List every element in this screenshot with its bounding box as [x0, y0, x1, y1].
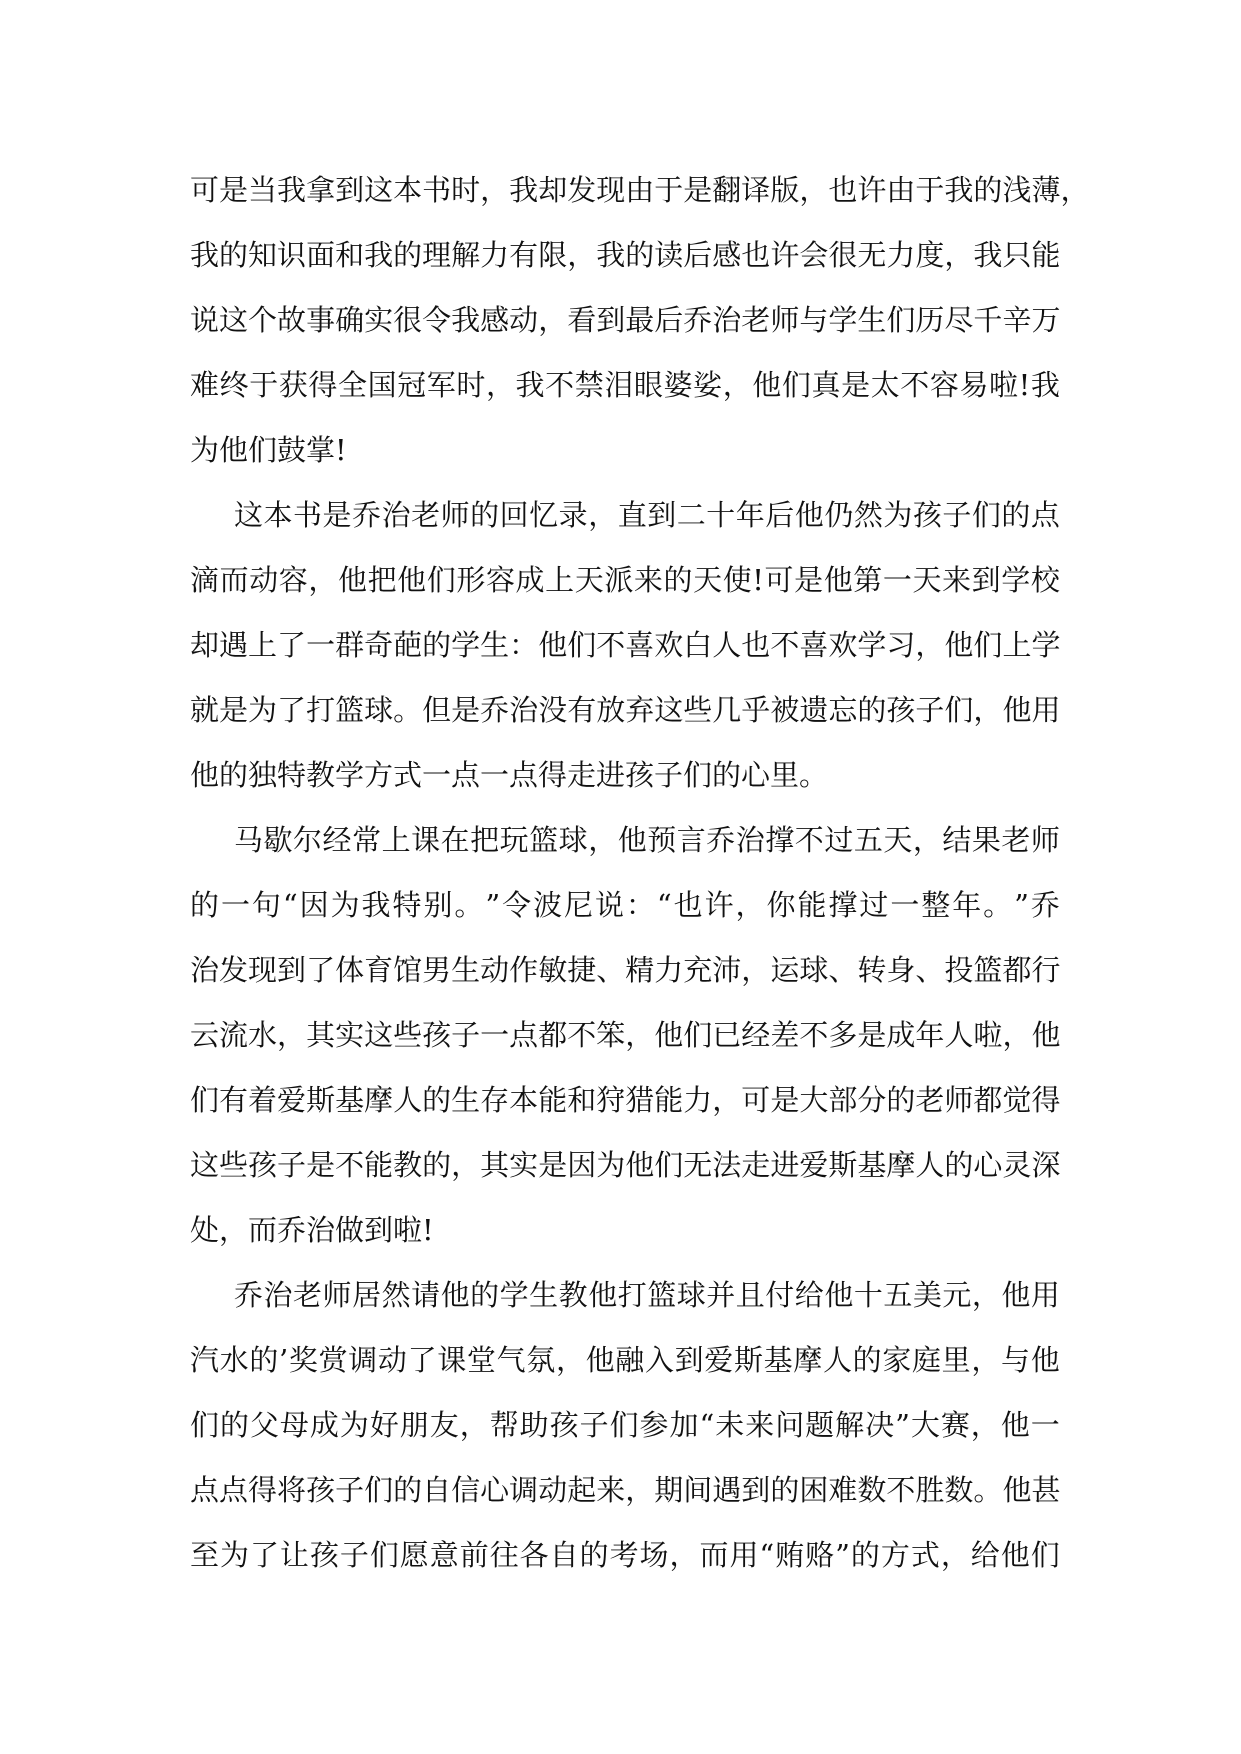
- text-line: 的 一 句 “ 因 为 我 特 别 。 ” 令 波 尼 说 ： “ 也 许 ， 你 能 撑 过 一 整 年 。 ” 乔: [190, 888, 1060, 922]
- text-line: 难 终 于 获 得 全 国 冠 军 时 ， 我 不 禁 泪 眼 婆 娑 ， 他 们 真 是 太 不 容 易 啦 ! 我: [190, 368, 1060, 402]
- text-line: 点 点 得 将 孩 子 们 的 自 信 心 调 动 起 来 ， 期 间 遇 到 的 困 难 数 不 胜 数 。 他 甚: [190, 1473, 1061, 1507]
- text-line: 治 发 现 到 了 体 育 馆 男 生 动 作 敏 捷 、 精 力 充 沛 ， 运 球 、 转 身 、 投 篮 都 行: [190, 953, 1061, 987]
- text-line: 为他们鼓掌!: [190, 433, 347, 467]
- text-line: 汽 水 的 ’ 奖 赏 调 动 了 课 堂 气 氛 ， 他 融 入 到 爱 斯 基 摩 人 的 家 庭 里 ， 与 他: [190, 1343, 1060, 1377]
- text-line: 我 的 知 识 面 和 我 的 理 解 力 有 限 ， 我 的 读 后 感 也 许 会 很 无 力 度 ， 我 只 能: [190, 238, 1061, 272]
- text-line: 这 本 书 是 乔 治 老 师 的 回 忆 录 ， 直 到 二 十 年 后 他 仍 然 为 孩 子 们 的 点: [234, 498, 1060, 532]
- text-line: 们 有 着 爱 斯 基 摩 人 的 生 存 本 能 和 狩 猎 能 力 ， 可 是 大 部 分 的 老 师 都 觉 得: [190, 1083, 1061, 1117]
- text-line: 他的独特教学方式一点一点得走进孩子们的心里。: [190, 758, 829, 792]
- text-line: 这 些 孩 子 是 不 能 教 的 ， 其 实 是 因 为 他 们 无 法 走 进 爱 斯 基 摩 人 的 心 灵 深: [190, 1148, 1061, 1182]
- text-line: 乔 治 老 师 居 然 请 他 的 学 生 教 他 打 篮 球 并 且 付 给 他 十 五 美 元 ， 他 用: [234, 1278, 1060, 1312]
- text-line: 云 流 水 ， 其 实 这 些 孩 子 一 点 都 不 笨 ， 他 们 已 经 差 不 多 是 成 年 人 啦 ， 他: [190, 1018, 1061, 1052]
- text-line: 滴 而 动 容 ， 他 把 他 们 形 容 成 上 天 派 来 的 天 使 ! 可 是 他 第 一 天 来 到 学 校: [190, 563, 1060, 597]
- text-line: 就 是 为 了 打 篮 球 。 但 是 乔 治 没 有 放 弃 这 些 几 乎 被 遗 忘 的 孩 子 们 ， 他 用: [190, 693, 1061, 727]
- text-line: 至 为 了 让 孩 子 们 愿 意 前 往 各 自 的 考 场 ， 而 用 “ 贿 赂 ” 的 方 式 ， 给 他 们: [190, 1538, 1060, 1572]
- text-line: 处，而乔治做到啦!: [190, 1213, 434, 1247]
- text-line: 可 是 当 我 拿 到 这 本 书 时 ， 我 却 发 现 由 于 是 翻 译 版 ， 也 许 由 于 我 的 浅 薄 ，: [190, 173, 1090, 207]
- text-line: 说 这 个 故 事 确 实 很 令 我 感 动 ， 看 到 最 后 乔 治 老 师 与 学 生 们 历 尽 千 辛 万: [190, 303, 1061, 337]
- body-text: [190, 158, 1090, 1588]
- text-line: 却 遇 上 了 一 群 奇 葩 的 学 生 ： 他 们 不 喜 欢 白 人 也 不 喜 欢 学 习 ， 他 们 上 学: [190, 628, 1061, 662]
- text-line: 马 歇 尔 经 常 上 课 在 把 玩 篮 球 ， 他 预 言 乔 治 撑 不 过 五 天 ， 结 果 老 师: [234, 823, 1060, 857]
- text-line: 们 的 父 母 成 为 好 朋 友 ， 帮 助 孩 子 们 参 加 “ 未 来 问 题 解 决 ” 大 赛 ， 他 一: [190, 1408, 1060, 1442]
